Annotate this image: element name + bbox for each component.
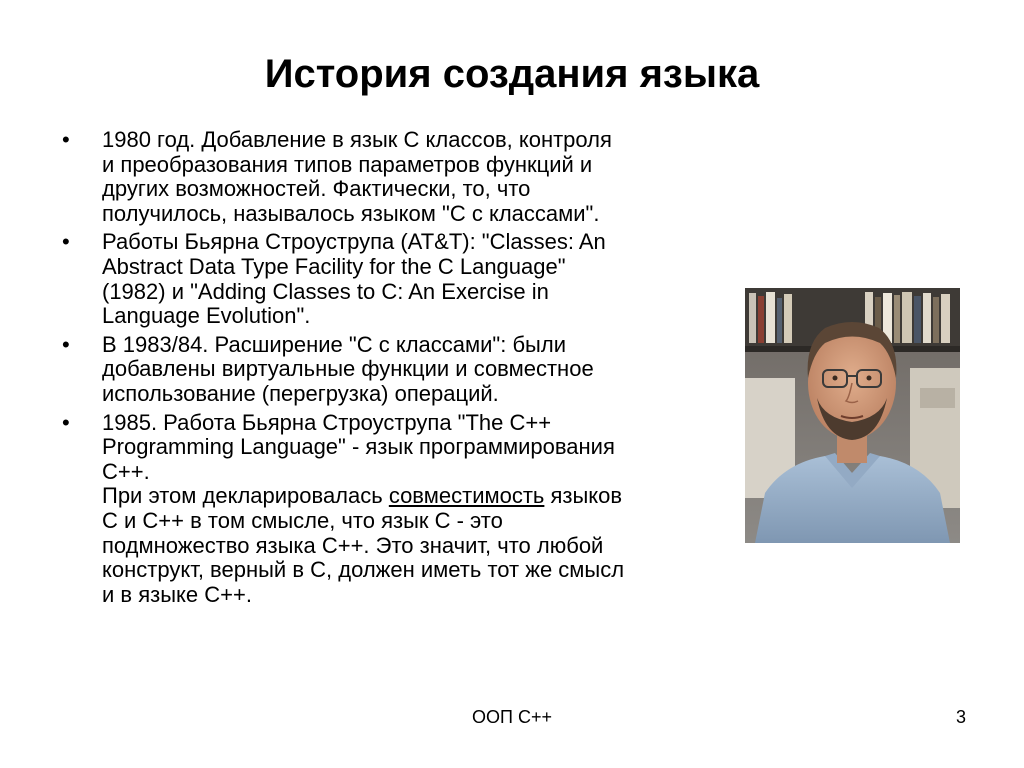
portrait-photo [745, 288, 960, 543]
bullet-item-1980 [62, 128, 722, 226]
text-line: и преобразования типов параметров функций и [102, 151, 593, 177]
text-line: Programming Language" - язык программирования [102, 434, 615, 460]
text-line: подмножество языка С++. Это значит, что любой [102, 532, 604, 558]
text-line: Работы Бьярна Строуструпа (AT&T): "Classes: An [102, 229, 606, 255]
bullet-list [62, 128, 722, 611]
bullet-item-stroustrup-papers [62, 230, 722, 328]
text-span: языков [544, 483, 623, 509]
text-line: и в языке С++. [102, 581, 252, 607]
slide-title: История создания языка [264, 52, 760, 96]
text-line: (1982) и "Adding Classes to C: An Exercise in [102, 278, 549, 304]
bullet-marker: • [62, 409, 70, 435]
bullet-item-1983 [62, 333, 722, 407]
text-line: С++. [102, 458, 150, 484]
bullet-item-1985 [62, 411, 722, 608]
bullet-marker: • [62, 229, 70, 255]
bullet-marker: • [62, 127, 70, 152]
footer-text: ООП С++ [472, 707, 552, 727]
underlined-term: совместимость [388, 483, 545, 509]
text-line: других возможностей. Фактически, то, что [102, 176, 531, 202]
text-line: Language Evolution". [102, 303, 311, 329]
text-span: При этом декларировалась [102, 483, 389, 509]
text-line: Abstract Data Type Facility for the C Language" [102, 253, 566, 279]
text-line: 1985. Работа Бьярна Строуструпа "The C++ [102, 409, 552, 435]
text-line: С и С++ в том смысле, что язык С - это [102, 507, 503, 533]
bullet-marker: • [62, 331, 70, 357]
text-line: использование (перегрузка) операций. [102, 380, 499, 406]
text-line: В 1983/84. Расширение "С с классами": были [102, 331, 566, 357]
text-line: добавлены виртуальные функции и совместное [102, 356, 594, 382]
text-line: 1980 год. Добавление в язык С классов, контроля [102, 127, 612, 152]
page-number: 3 [955, 707, 966, 727]
text-line: конструкт, верный в С, должен иметь тот же смысл [102, 557, 625, 583]
text-line: получилось, называлось языком "С с классами". [102, 200, 600, 226]
text-line [102, 484, 722, 509]
